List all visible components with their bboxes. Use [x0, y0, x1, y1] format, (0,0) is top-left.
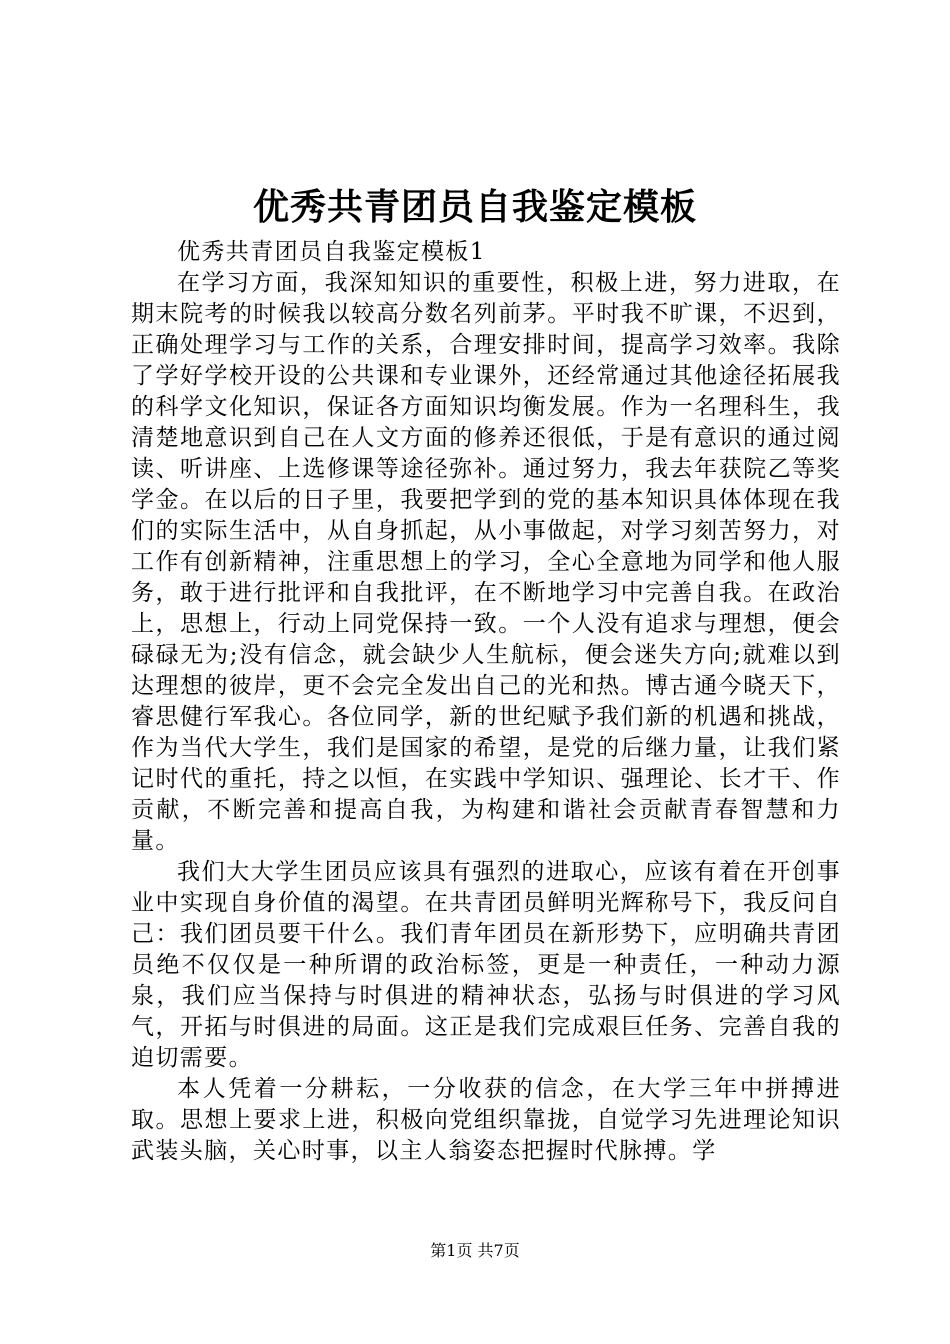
page-footer: 第1页 共7页	[430, 1241, 520, 1260]
paragraph: 在学习方面，我深知知识的重要性，积极上进，努力进取，在期末院考的时候我以较高分数名列前茅。平时我不旷课，不迟到，正确处理学习与工作的关系，合理安排时间，提高学习效率。我除了学好学校开设的公共课和专业课外，还经常通过其他途径拓展我的科学文化知识，保证各方面知识均衡发展。作为一名理科生，我清楚地意识到自己在人文方面的修养还很低，于是有意识的通过阅读、听讲座、上选修课等途径弥补。通过努力，我去年获院乙等奖学金。在以后的日子里，我要把学到的党的基本知识具体体现在我们的实际生活中，从自身抓起，从小事做起，对学习刻苦努力，对工作有创新精神，注重思想上的学习，全心全意地为同学和他人服务，敢于进行批评和自我批评，在不断地学习中完善自我。在政治上，思想上，行动上同党保持一致。一个人没有追求与理想，便会碌碌无为;没有信念，就会缺少人生航标，便会迷失方向;就难以到达理想的彼岸，更不会完全发出自己的光和热。博古通今晓天下，睿思健行军我心。各位同学，新的世纪赋予我们新的机遇和挑战，作为当代大学生，我们是国家的希望，是党的后继力量，让我们紧记时代的重托，持之以恒，在实践中学知识、强理论、长才干、作贡献，不断完善和提高自我，为构建和谐社会贡献青春智慧和力量。	[131, 270, 841, 854]
document-body	[131, 237, 841, 1167]
section-heading: 优秀共青团员自我鉴定模板1	[177, 239, 486, 265]
paragraph: 我们大大学生团员应该具有强烈的进取心，应该有着在开创事业中实现自身价值的渴望。在共青团员鲜明光辉称号下，我反问自己：我们团员要干什么。我们青年团员在新形势下，应明确共青团员绝不仅仅是一种所谓的政治标签，更是一种责任，一种动力源泉，我们应当保持与时俱进的精神状态，弘扬与时俱进的学习风气，开拓与时俱进的局面。这正是我们完成艰巨任务、完善自我的迫切需要。	[131, 859, 841, 1071]
document-title: 优秀共青团员自我鉴定模板	[252, 186, 697, 228]
paragraph: 本人凭着一分耕耘，一分收获的信念，在大学三年中拼搏进取。思想上要求上进，积极向党组织靠拢，自觉学习先进理论知识武装头脑，关心时事，以主人翁姿态把握时代脉搏。学	[131, 1076, 841, 1164]
